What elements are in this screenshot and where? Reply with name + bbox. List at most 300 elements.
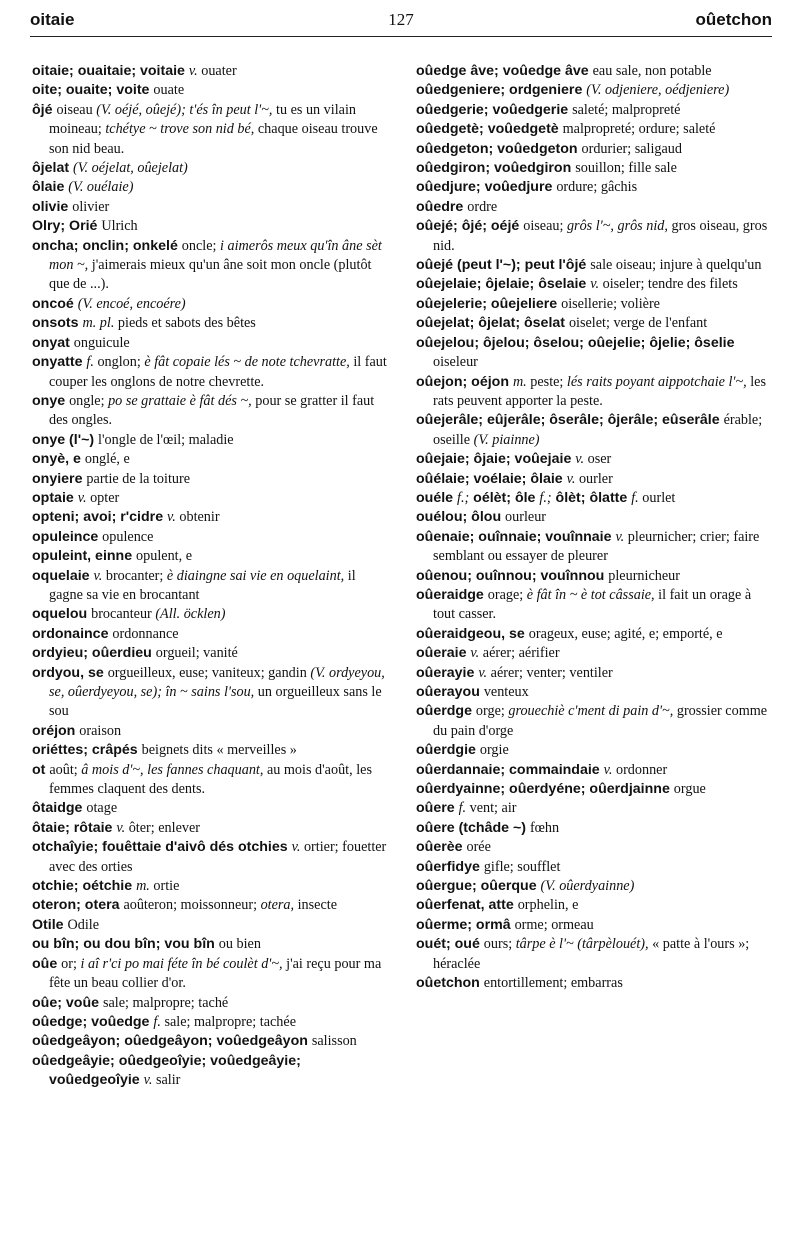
entry-definition: opter xyxy=(86,489,120,506)
dictionary-entry xyxy=(32,799,388,818)
dictionary-entry xyxy=(416,373,772,412)
entry-italic-text: (V. odjeniere, oédjeniere) xyxy=(586,82,730,99)
entry-definition: oiselet; verge de l'enfant xyxy=(568,315,708,332)
dictionary-entry xyxy=(416,159,772,178)
entry-definition: opulent, e xyxy=(136,548,192,565)
entry-italic-text: (V. oéjé, oûejé); t'és în peut l'~, xyxy=(96,101,273,118)
dictionary-entry xyxy=(32,955,388,994)
dictionary-entry xyxy=(32,528,388,547)
entry-italic-text: â mois d'~, les fannes chaquant, xyxy=(81,761,264,778)
entry-definition: onglon; xyxy=(93,354,145,371)
entry-definition: orme; ormeau xyxy=(514,916,594,933)
entry-italic-text: m. pl. xyxy=(82,315,115,332)
entry-definition: pleurnicher; crier; faire semblant ou essayer de pleurer xyxy=(433,528,760,565)
dictionary-entry xyxy=(416,586,772,625)
dictionary-entry xyxy=(32,994,388,1013)
dictionary-entry xyxy=(416,780,772,799)
entry-headword: oûedgerie; voûedgerie xyxy=(416,101,573,118)
entry-italic-text: tchétye ~ trove son nid bé, xyxy=(105,121,255,138)
entry-definition: oiseleur xyxy=(433,354,478,371)
entry-definition: « patte à l'ours »; héraclée xyxy=(433,936,750,972)
entry-headword: oûélaie; voélaie; ôlaie xyxy=(416,470,567,487)
entry-headword: oûejé; ôjé; oéjé xyxy=(416,218,524,235)
dictionary-entry xyxy=(416,858,772,877)
entry-headword: oûedgetè; voûedgetè xyxy=(416,121,563,138)
entry-italic-text: è fât în ~ è tot câssaie, xyxy=(526,586,655,603)
dictionary-entry xyxy=(32,722,388,741)
entry-headword: ôtaidge xyxy=(32,800,87,817)
dictionary-entry xyxy=(416,896,772,915)
entry-italic-text: v. xyxy=(615,528,625,545)
entry-definition: il faut couper les onglons de notre chevrette. xyxy=(49,354,387,390)
entry-italic-text: (V. ordyeyou, se, oûerdyeyou, se); în ~ sains l'sou, xyxy=(49,664,385,700)
entry-definition: oncle; xyxy=(181,237,220,254)
entry-headword: oûenaie; ouînnaie; vouînnaie xyxy=(416,528,616,545)
dictionary-entry xyxy=(416,935,772,974)
dictionary-entry xyxy=(416,314,772,333)
entry-headword: ordonaince xyxy=(32,625,113,642)
dictionary-entry xyxy=(416,838,772,857)
entry-italic-text: (V. oéjelat, oûejelat) xyxy=(73,160,188,177)
entry-definition: chaque oiseau trouve son nid beau. xyxy=(49,121,378,157)
entry-italic-text: è diaingne sai vie en oquelaint, xyxy=(166,567,345,584)
entry-headword: otchie; oétchie xyxy=(32,878,137,895)
dictionary-entry xyxy=(416,217,772,256)
entry-italic-text: v. xyxy=(77,489,87,506)
entry-headword: ôlaie xyxy=(32,179,69,196)
entry-definition: malpropreté; ordure; saleté xyxy=(562,121,716,138)
entry-italic-text: v. xyxy=(143,1072,153,1089)
entry-definition: oiseau; xyxy=(523,218,567,235)
entry-headword: oquelaie xyxy=(32,567,94,584)
entry-headword: oûeraidgeou, se xyxy=(416,625,529,642)
entry-definition: orge; xyxy=(475,703,509,720)
entry-italic-text: f. xyxy=(86,354,94,371)
entry-definition: fœhn xyxy=(529,819,560,836)
entry-italic-text: v. xyxy=(93,567,103,584)
entry-headword: ordyou, se xyxy=(32,664,108,681)
entry-italic-text: po se grattaie è fât dés ~, xyxy=(108,392,252,409)
dictionary-entry xyxy=(32,489,388,508)
dictionary-entry xyxy=(32,664,388,722)
entry-headword: oite; ouaite; voite xyxy=(32,82,154,99)
dictionary-entry xyxy=(32,81,388,100)
dictionary-entry xyxy=(32,237,388,295)
entry-italic-text: i aimerôs meux qu'în âne sèt mon ~, xyxy=(49,237,382,274)
dictionary-entry xyxy=(416,974,772,993)
dictionary-entry xyxy=(416,664,772,683)
entry-headword: oûedgeâyon; oûedgeâyon; voûedgeâyon xyxy=(32,1033,312,1050)
dictionary-entry xyxy=(32,877,388,896)
dictionary-entry xyxy=(416,62,772,81)
dictionary-entry xyxy=(416,508,772,527)
entry-headword: ôlèt; ôlatte xyxy=(551,489,632,506)
entry-definition: ours; xyxy=(483,936,516,953)
entry-headword: oûetchon xyxy=(416,975,484,992)
entry-headword: oûerdannaie; commaindaie xyxy=(416,761,604,778)
entry-italic-text: (V. ouélaie) xyxy=(68,179,134,196)
dictionary-entry xyxy=(32,838,388,877)
entry-headword: onyat xyxy=(32,334,74,351)
entry-definition: j'ai reçu pour ma fête un beau collier d'or. xyxy=(49,955,382,992)
entry-definition: Odile xyxy=(67,916,100,933)
entry-definition: sale oiseau; injure à quelqu'un xyxy=(590,257,762,274)
entry-definition: sale; malpropre; tachée xyxy=(160,1013,296,1030)
entry-headword: oteron; otera xyxy=(32,897,124,914)
dictionary-entry xyxy=(416,683,772,702)
entry-headword: onyiere xyxy=(32,470,87,487)
dictionary-entry xyxy=(416,140,772,159)
entry-definition: eau sale, non potable xyxy=(592,63,712,79)
entry-definition: ongle; xyxy=(69,392,109,409)
entry-definition: pleurnicheur xyxy=(608,567,680,584)
header-rule xyxy=(30,36,772,37)
dictionary-entry xyxy=(32,1032,388,1051)
entry-headword: onyè, e xyxy=(32,451,85,468)
dictionary-entry xyxy=(416,528,772,567)
entry-headword: otchaîyie; fouêttaie d'aivô dés otchies xyxy=(32,839,292,856)
entry-definition: oiseler; tendre des filets xyxy=(599,276,738,293)
entry-definition: insecte xyxy=(294,897,337,914)
entry-headword: oûerme; ormâ xyxy=(416,916,515,933)
entry-definition: partie de la toiture xyxy=(86,470,191,487)
entry-definition: ordurier; saligaud xyxy=(581,140,682,157)
dictionary-entry xyxy=(32,1052,388,1091)
entry-italic-text: v. xyxy=(603,761,613,778)
entry-headword: ot xyxy=(32,761,50,778)
entry-italic-text: f.; xyxy=(457,489,470,506)
dictionary-entry xyxy=(32,178,388,197)
dictionary-entry xyxy=(32,431,388,450)
dictionary-entry xyxy=(32,761,388,800)
entry-headword: oûejon; oéjon xyxy=(416,373,513,390)
dictionary-entry xyxy=(32,567,388,606)
entry-italic-text: v. xyxy=(188,63,198,79)
dictionary-entry xyxy=(416,178,772,197)
entry-headword: ôjé xyxy=(32,101,57,118)
entry-headword: onsots xyxy=(32,315,83,332)
entry-definition: peste; xyxy=(526,373,567,390)
entry-headword: oûerdgie xyxy=(416,742,480,759)
entry-definition: aérer; aérifier xyxy=(479,645,560,662)
entry-headword: oûerfidye xyxy=(416,858,484,875)
entry-italic-text: i aî r'ci po mai féte în bé coulèt d'~, xyxy=(80,955,283,972)
entry-definition: l'ongle de l'œil; maladie xyxy=(98,431,234,448)
dictionary-entry xyxy=(32,896,388,915)
dictionary-entry xyxy=(32,392,388,431)
entry-definition: onguicule xyxy=(73,334,130,351)
entry-headword: ordyieu; oûerdieu xyxy=(32,645,156,662)
entry-headword: optaie xyxy=(32,489,78,506)
entry-definition: ordonnance xyxy=(112,625,179,642)
dictionary-entry xyxy=(416,489,772,508)
entry-definition: ourler xyxy=(575,470,613,487)
entry-definition: obtenir xyxy=(175,509,220,526)
entry-definition: ortier; fouetter avec des orties xyxy=(49,839,387,875)
entry-definition: onglé, e xyxy=(84,451,130,468)
entry-headword: onye (l'~) xyxy=(32,431,99,448)
dictionary-entry xyxy=(32,353,388,392)
right-column xyxy=(416,62,772,994)
right-guide-word: oûetchon xyxy=(695,10,772,29)
entry-headword: oûerfenat, atte xyxy=(416,897,518,914)
entry-definition: oisellerie; volière xyxy=(561,295,660,312)
entry-definition: orgue xyxy=(673,781,706,798)
entry-definition: au mois d'août, les femmes claquent des dents. xyxy=(49,761,372,798)
entry-headword: oûedge âve; voûedge âve xyxy=(416,63,593,79)
dictionary-entry xyxy=(32,470,388,489)
dictionary-entry xyxy=(416,877,772,896)
entry-italic-text: lés raits poyant aippotchaie l'~, xyxy=(566,373,747,390)
entry-italic-text: (V. encoé, encoére) xyxy=(77,295,186,312)
entry-definition: oraison xyxy=(79,722,122,739)
entry-definition: entortillement; embarras xyxy=(483,975,623,992)
entry-italic-text: f. xyxy=(631,489,639,506)
entry-headword: oûedge; voûedge xyxy=(32,1013,154,1030)
entry-headword: ôtaie; rôtaie xyxy=(32,819,117,836)
entry-definition: venteux xyxy=(483,684,529,700)
entry-definition: orage; xyxy=(487,586,527,603)
entry-definition: olivier xyxy=(72,198,110,215)
entry-headword: oûerayou xyxy=(416,684,484,700)
entry-definition: sale; malpropre; taché xyxy=(102,994,229,1011)
entry-definition: gifle; soufflet xyxy=(483,858,561,875)
entry-definition: aérer; venter; ventiler xyxy=(487,664,613,681)
entry-headword: oûergue; oûerque xyxy=(416,878,541,895)
entry-definition: gros oiseau, gros nid. xyxy=(433,218,768,254)
entry-italic-text: m. xyxy=(136,878,150,895)
entry-definition: tu es un vilain moineau; xyxy=(49,101,356,138)
dictionary-entry xyxy=(32,644,388,663)
entry-definition: oiseau xyxy=(56,101,97,118)
entry-headword: oûerayie xyxy=(416,664,479,681)
entry-headword: oûe; voûe xyxy=(32,994,103,1011)
dictionary-entry xyxy=(416,120,772,139)
entry-headword: oélèt; ôle xyxy=(469,489,540,506)
dictionary-entry xyxy=(32,741,388,760)
dictionary-entry xyxy=(416,741,772,760)
entry-definition: pieds et sabots des bêtes xyxy=(114,315,256,332)
dictionary-entry xyxy=(32,450,388,469)
dictionary-entry xyxy=(32,819,388,838)
entry-headword: olivie xyxy=(32,198,73,215)
entry-headword: oûe xyxy=(32,955,62,972)
entry-definition: un orgueilleux sans le sou xyxy=(49,684,382,720)
dictionary-entry xyxy=(32,605,388,624)
entry-italic-text: v. xyxy=(167,509,176,526)
entry-italic-text: f. xyxy=(153,1013,161,1030)
dictionary-entry xyxy=(416,819,772,838)
dictionary-entry xyxy=(416,799,772,818)
entry-definition: érable; oseille xyxy=(433,412,763,448)
entry-headword: oûeraidge xyxy=(416,586,488,603)
entry-definition: orgueil; vanité xyxy=(155,645,238,662)
entry-definition: j'aimerais mieux qu'un âne soit mon oncle (plutôt que de ...). xyxy=(49,257,372,293)
dictionary-entry xyxy=(416,567,772,586)
entry-headword: oûejerâle; eûjerâle; ôserâle; ôjerâle; eûserâle xyxy=(416,412,724,429)
entry-headword: oûejelaie; ôjelaie; ôselaie xyxy=(416,276,591,293)
entry-italic-text: v. xyxy=(291,839,301,856)
dictionary-entry xyxy=(32,334,388,353)
entry-headword: oûedre xyxy=(416,198,468,215)
entry-italic-text: v. xyxy=(116,819,126,836)
entry-headword: oûejé (peut l'~); peut l'ôjé xyxy=(416,257,591,274)
entry-headword: oûejelerie; oûejeliere xyxy=(416,295,562,312)
entry-definition: brocanter; xyxy=(102,567,167,584)
entry-headword: oûedgeton; voûedgeton xyxy=(416,140,582,157)
entry-italic-text: f.; xyxy=(539,489,552,506)
entry-headword: oitaie; ouaitaie; voitaie xyxy=(32,63,189,79)
entry-headword: opteni; avoi; r'cidre xyxy=(32,509,168,526)
dictionary-entry xyxy=(32,314,388,333)
entry-headword: onye xyxy=(32,392,70,409)
entry-italic-text: (All. öcklen) xyxy=(155,606,226,623)
entry-italic-text: târpe è l'~ (târpèlouét), xyxy=(515,936,649,953)
entry-headword: ouéle xyxy=(416,489,457,506)
entry-definition: salisson xyxy=(311,1033,357,1050)
entry-headword: ôjelat xyxy=(32,160,73,177)
entry-definition: orageux, euse; agité, e; emporté, e xyxy=(528,625,723,642)
dictionary-entry xyxy=(32,508,388,527)
entry-headword: oûerèe xyxy=(416,839,467,856)
entry-definition: ordonner xyxy=(612,761,668,778)
dictionary-entry xyxy=(32,159,388,178)
entry-definition: grossier comme du pain d'orge xyxy=(433,703,768,739)
entry-headword: ouélou; ôlou xyxy=(416,509,506,526)
entry-definition: orgueilleux, euse; vaniteux; gandin xyxy=(107,664,311,681)
entry-definition: ordure; gâchis xyxy=(556,179,638,196)
entry-italic-text: m. xyxy=(512,373,527,390)
dictionary-entry xyxy=(416,256,772,275)
entry-definition: oser xyxy=(584,451,612,468)
entry-headword: oréjon xyxy=(32,722,80,739)
entry-italic-text: v. xyxy=(470,645,480,662)
entry-headword: oûejelou; ôjelou; ôselou; oûejelie; ôjelie; ôselie xyxy=(416,334,735,351)
entry-italic-text: otera, xyxy=(260,897,295,914)
entry-headword: oûedgiron; voûedgiron xyxy=(416,160,576,177)
entry-italic-text: (V. piainne) xyxy=(473,431,540,448)
entry-definition: ouater xyxy=(197,63,237,79)
entry-definition: il fait un orage à tout casser. xyxy=(433,586,752,623)
dictionary-entry xyxy=(416,916,772,935)
entry-definition: ortie xyxy=(149,878,180,895)
entry-definition: ourleur xyxy=(505,509,547,526)
entry-italic-text: f. xyxy=(458,800,467,817)
entry-italic-text: v. xyxy=(566,470,576,487)
dictionary-entry xyxy=(416,644,772,663)
entry-headword: Olry; Orié xyxy=(32,218,102,235)
entry-definition: ou bien xyxy=(218,936,261,953)
entry-definition: pour se gratter il faut des ongles. xyxy=(49,392,375,429)
entry-definition: ouate xyxy=(153,82,185,99)
entry-definition: ôter; enlever xyxy=(125,819,200,836)
entry-headword: oncoé xyxy=(32,295,78,312)
entry-headword: ouét; oué xyxy=(416,936,484,953)
entry-italic-text: grôs l'~, grôs nid, xyxy=(566,218,668,235)
entry-definition: saleté; malpropreté xyxy=(572,101,681,118)
entry-headword: oûedgeâyie; oûedgeoîyie; voûedgeâyie; voûedgeoîyie xyxy=(32,1052,301,1089)
dictionary-entry xyxy=(416,761,772,780)
entry-headword: oriéttes; crâpés xyxy=(32,742,142,759)
entry-italic-text: v. xyxy=(575,451,585,468)
entry-headword: oûere xyxy=(416,800,459,817)
dictionary-entry xyxy=(32,62,388,81)
dictionary-entry xyxy=(32,916,388,935)
entry-definition: or; xyxy=(61,955,81,972)
dictionary-entry xyxy=(416,334,772,373)
entry-definition: orgie xyxy=(479,742,509,759)
entry-italic-text: (V. oûerdyainne) xyxy=(540,878,635,895)
entry-headword: oûere (tchâde ~) xyxy=(416,819,530,836)
dictionary-entry xyxy=(416,450,772,469)
entry-headword: oûerdyainne; oûerdyéne; oûerdjainne xyxy=(416,781,674,798)
page-header xyxy=(30,10,772,34)
dictionary-entry xyxy=(416,198,772,217)
entry-headword: oûedjure; voûedjure xyxy=(416,179,557,196)
entry-headword: onyatte xyxy=(32,354,87,371)
entry-definition: ourlet xyxy=(638,489,676,506)
dictionary-entry xyxy=(416,81,772,100)
entry-definition: aoûteron; moissonneur; xyxy=(123,897,261,914)
entry-italic-text: grouechiè c'ment di pain d'~, xyxy=(508,703,674,720)
entry-definition: souillon; fille sale xyxy=(575,160,677,177)
entry-headword: oncha; onclin; onkelé xyxy=(32,237,182,254)
dictionary-entry xyxy=(416,101,772,120)
entry-headword: oûerdge xyxy=(416,703,476,720)
entry-definition: otage xyxy=(86,800,118,817)
dictionary-entry xyxy=(416,411,772,450)
dictionary-entry xyxy=(416,625,772,644)
entry-headword: ou bîn; ou dou bîn; vou bîn xyxy=(32,936,219,953)
entry-definition: vent; air xyxy=(466,800,517,817)
dictionary-entry xyxy=(416,702,772,741)
dictionary-entry xyxy=(32,547,388,566)
dictionary-entry xyxy=(32,217,388,236)
dictionary-entry xyxy=(32,1013,388,1032)
entry-italic-text: v. xyxy=(478,664,488,681)
entry-headword: oûedgeniere; ordgeniere xyxy=(416,82,587,99)
entry-headword: oquelou xyxy=(32,606,92,623)
entry-headword: oûejaie; ôjaie; voûejaie xyxy=(416,451,576,468)
entry-headword: oûeraie xyxy=(416,645,471,662)
entry-definition: ordre xyxy=(467,198,498,215)
dictionary-entry xyxy=(416,275,772,294)
dictionary-entry xyxy=(32,101,388,159)
entry-definition: salir xyxy=(152,1072,181,1089)
entry-headword: oûenou; ouînnou; vouînnou xyxy=(416,567,609,584)
entry-italic-text: è fât copaie lés ~ de note tchevratte, xyxy=(144,354,350,371)
dictionary-entry xyxy=(32,625,388,644)
entry-definition: Ulrich xyxy=(101,218,138,235)
dictionary-entry xyxy=(416,295,772,314)
left-guide-word: oitaie xyxy=(30,10,75,29)
entry-definition: les rats peuvent apporter la peste. xyxy=(433,373,766,409)
entry-headword: Otile xyxy=(32,916,68,933)
entry-headword: opuleince xyxy=(32,528,103,545)
entry-italic-text: v. xyxy=(590,276,600,293)
entry-definition: opulence xyxy=(102,528,154,545)
entry-headword: opuleint, einne xyxy=(32,548,137,565)
entry-definition: brocanteur xyxy=(91,606,156,623)
entry-definition: il gagne sa vie en brocantant xyxy=(49,567,356,603)
dictionary-entry xyxy=(32,295,388,314)
dictionary-entry xyxy=(416,470,772,489)
entry-definition: orphelin, e xyxy=(517,897,579,914)
entry-headword: oûejelat; ôjelat; ôselat xyxy=(416,315,569,332)
dictionary-entry xyxy=(32,198,388,217)
entry-definition: beignets dits « merveilles » xyxy=(141,742,297,759)
page-number: 127 xyxy=(388,10,414,29)
